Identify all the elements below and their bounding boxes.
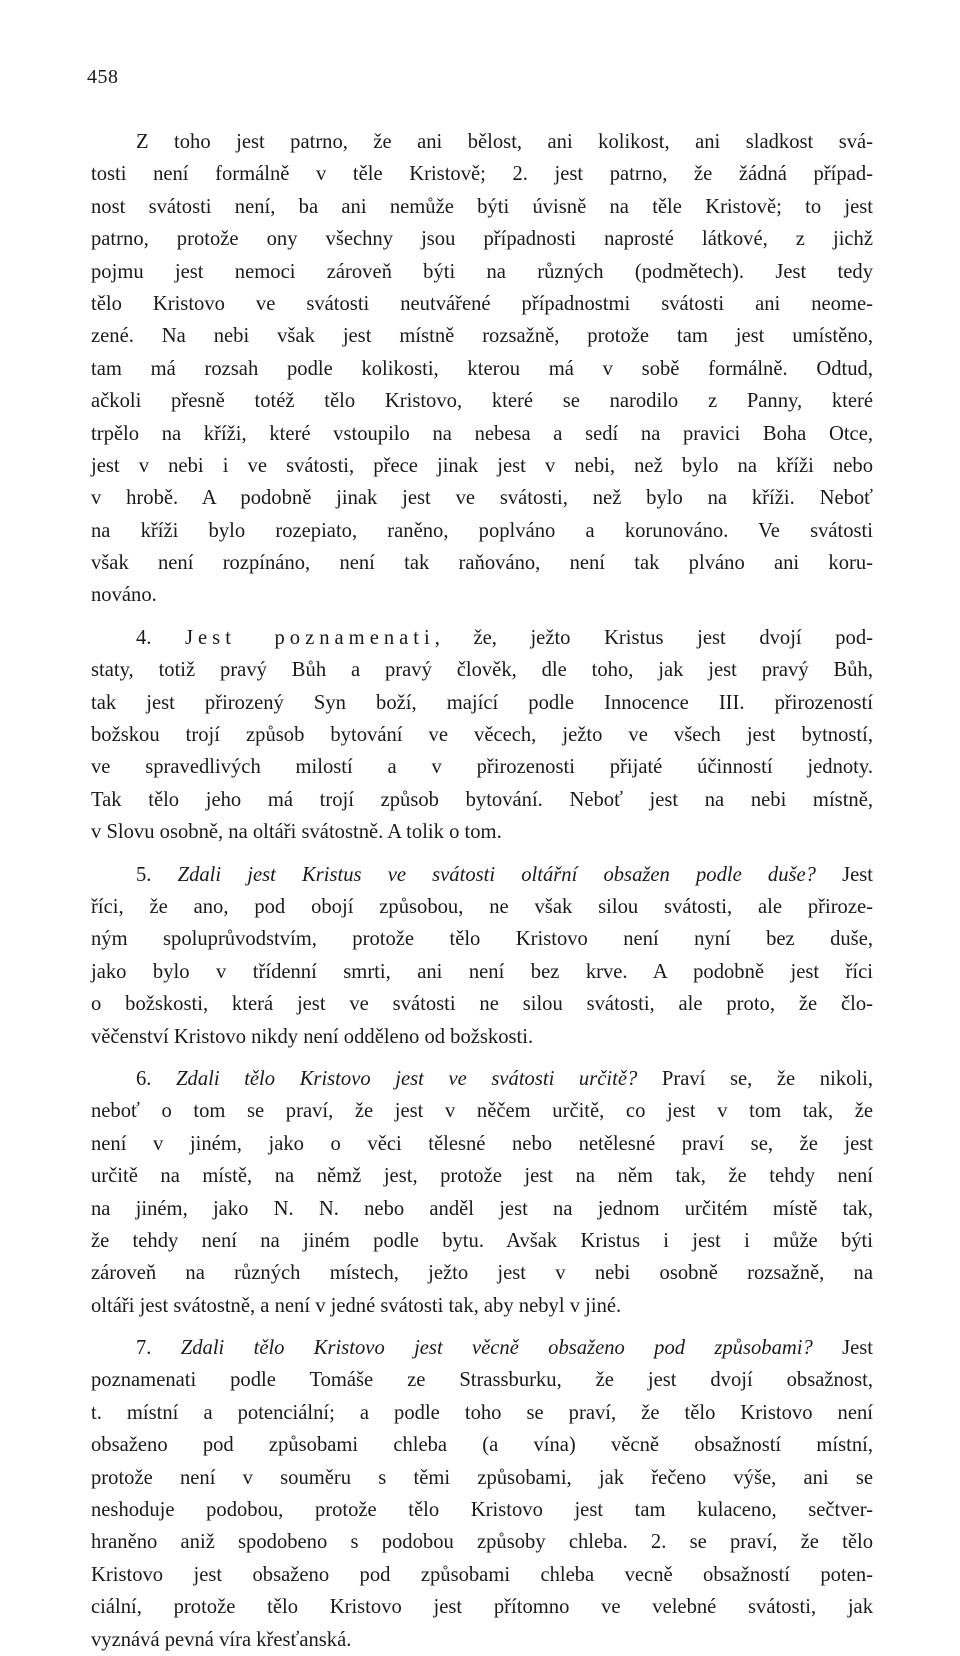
text-run: říci, že ano, pod obojí způsobou, ne však silou svátosti, ale přiroze- (91, 895, 873, 918)
text-run: oltáři jest svátostně, a není v jedné svátosti tak, aby nebyl v jiné. (91, 1294, 622, 1317)
text-line (91, 482, 873, 514)
question-heading: Zdali tělo Kristovo jest věcně obsaženo pod způsobami? (180, 1337, 813, 1360)
text-line (91, 1063, 873, 1095)
text-line (91, 751, 873, 783)
text-run: není v jiném, jako o věci tělesné nebo netělesné praví se, že jest (91, 1132, 873, 1155)
text-line (91, 126, 873, 158)
text-line (91, 622, 873, 654)
text-line (91, 1397, 873, 1429)
text-run: o božskosti, která jest ve svátosti ne silou svátosti, ale proto, že člo- (91, 993, 873, 1016)
text-line (91, 1559, 873, 1591)
text-run: neboť o tom se praví, že jest v něčem určitě, co jest v tom tak, že (91, 1100, 873, 1123)
text-run: Jest (815, 863, 873, 886)
text-run: Jest (812, 1337, 873, 1360)
text-line (91, 1021, 873, 1053)
text-line (91, 1526, 873, 1558)
text-run: tosti není formálně v těle Kristově; 2. jest patrno, že žádná případ- (91, 163, 873, 186)
page-number: 458 (87, 66, 119, 88)
text-line (91, 450, 873, 482)
text-run: jest v nebi i ve svátosti, přece jinak jest v nebi, než bylo na kříži nebo (91, 454, 873, 477)
body-text (91, 126, 873, 1656)
text-run: 4. (136, 626, 186, 649)
text-run: staty, totiž pravý Bůh a pravý člověk, dle toho, jak jest pravý Bůh, (91, 659, 873, 682)
text-run: zároveň na různých místech, ježto jest v nebi osobně rozsažně, na (91, 1262, 873, 1285)
text-line (91, 1160, 873, 1192)
text-line (91, 158, 873, 190)
text-run: tělo Kristovo ve svátosti neutvářené případnostmi svátosti ani neome- (91, 292, 873, 315)
text-run: v hrobě. A podobně jinak jest ve svátosti, než bylo na kříži. Neboť (91, 487, 873, 510)
text-run: nost svátosti není, ba ani nemůže býti úvisně na těle Kristově; to jest (91, 195, 873, 218)
text-line (91, 1332, 873, 1364)
question-heading: Zdali jest Kristus ve svátosti oltářní obsažen podle duše? (177, 863, 816, 886)
text-run: ným spoluprůvodstvím, protože tělo Kristovo není nyní bez duše, (91, 928, 873, 951)
text-run: trpělo na kříži, které vstoupilo na nebesa a sedí na pravici Boha Otce, (91, 422, 873, 445)
text-line (91, 256, 873, 288)
text-line (91, 579, 873, 611)
text-run: , že, ježto Kristus jest dvojí pod- (434, 626, 873, 649)
text-run: 6. (136, 1067, 177, 1090)
text-run: tak jest přirozený Syn boží, mající podle Innocence III. přirozeností (91, 691, 873, 714)
text-run: ve spravedlivých milostí a v přirozenosti přijaté účinností jednoty. (91, 756, 873, 779)
text-run: v Slovu osobně, na oltáři svátostně. A tolik o tom. (91, 821, 502, 844)
text-run: určitě na místě, na němž jest, protože jest na něm tak, že tehdy není (91, 1165, 873, 1188)
text-line (91, 1429, 873, 1461)
text-line (91, 859, 873, 891)
text-run: Z toho jest patrno, že ani bělost, ani kolikost, ani sladkost svá- (136, 131, 873, 153)
text-line (91, 1591, 873, 1623)
text-line (91, 385, 873, 417)
text-run: patrno, protože ony všechny jsou případnosti naprosté látkové, z jichž (91, 228, 873, 251)
text-run: jako bylo v třídenní smrti, ani není bez krve. A podobně jest říci (91, 960, 873, 983)
text-run: však není rozpínáno, není tak raňováno, není tak plváno ani koru- (91, 552, 873, 575)
text-run: protože není v souměru s těmi způsobami, jak řečeno výše, ani se (91, 1466, 873, 1489)
text-line (91, 956, 873, 988)
text-run: pojmu jest nemoci zároveň býti na různých (podmětech). Jest tedy (91, 260, 873, 283)
text-line (91, 515, 873, 547)
text-line (91, 784, 873, 816)
text-run: zené. Na nebi však jest místně rozsažně, protože tam jest umístěno, (91, 325, 873, 348)
text-run: t. místní a potenciální; a podle toho se praví, že tělo Kristovo není (91, 1401, 873, 1424)
text-line (91, 320, 873, 352)
text-line (91, 654, 873, 686)
text-run: božskou trojí způsob bytování ve věcech, ježto ve všech jest bytností, (91, 724, 873, 747)
text-line (91, 1128, 873, 1160)
text-run: 7. (136, 1337, 181, 1360)
text-run: Tak tělo jeho má trojí způsob bytování. Neboť jest na nebi místně, (91, 788, 873, 811)
text-run: na kříži bylo rozepiato, raněno, poplváno a korunováno. Ve svátosti (91, 519, 873, 542)
text-line (91, 288, 873, 320)
text-run: ciální, protože tělo Kristovo jest přítomno ve velebné svátosti, jak (91, 1596, 873, 1619)
text-run: Praví se, že nikoli, (637, 1067, 874, 1090)
text-run: že tehdy není na jiném podle bytu. Avšak Kristus i jest i může býti (91, 1229, 873, 1252)
text-line (91, 1193, 873, 1225)
text-line (91, 191, 873, 223)
text-line (91, 1462, 873, 1494)
spaced-emphasis: Jest poznamenati (185, 626, 435, 649)
text-line (91, 418, 873, 450)
text-run: poznamenati podle Tomáše ze Strassburku, že jest dvojí obsažnost, (91, 1369, 873, 1392)
text-line (91, 816, 873, 848)
text-line (91, 547, 873, 579)
text-line (91, 223, 873, 255)
text-run: tam má rozsah podle kolikosti, kterou má v sobě formálně. Odtud, (91, 357, 873, 380)
text-line (91, 1095, 873, 1127)
text-run: hraněno aniž spodobeno s podobou způsoby chleba. 2. se praví, že tělo (91, 1531, 873, 1554)
question-heading: Zdali tělo Kristovo jest ve svátosti určitě? (176, 1067, 638, 1090)
text-line (91, 1624, 873, 1656)
text-line (91, 1257, 873, 1289)
text-run: neshoduje podobou, protože tělo Kristovo jest tam kulaceno, sečtver- (91, 1499, 873, 1522)
text-line (91, 923, 873, 955)
text-line (91, 1225, 873, 1257)
text-run: Kristovo jest obsaženo pod způsobami chleba vecně obsažností poten- (91, 1563, 873, 1586)
text-run: obsaženo pod způsobami chleba (a vína) věcně obsažností místní, (91, 1434, 873, 1457)
text-line (91, 719, 873, 751)
text-line (91, 1494, 873, 1526)
text-run: na jiném, jako N. N. nebo anděl jest na jednom určitém místě tak, (91, 1197, 873, 1220)
text-line (91, 1290, 873, 1322)
text-run: 5. (136, 863, 178, 886)
text-line (91, 988, 873, 1020)
text-run: nováno. (91, 584, 157, 607)
text-line (91, 353, 873, 385)
text-line (91, 891, 873, 923)
text-run: ačkoli přesně totéž tělo Kristovo, které se narodilo z Panny, které (91, 390, 873, 413)
text-line (91, 1364, 873, 1396)
text-run: vyznává pevná víra křesťanská. (91, 1628, 352, 1651)
text-run: věčenství Kristovo nikdy není odděleno od božskosti. (91, 1025, 534, 1048)
text-line (91, 687, 873, 719)
